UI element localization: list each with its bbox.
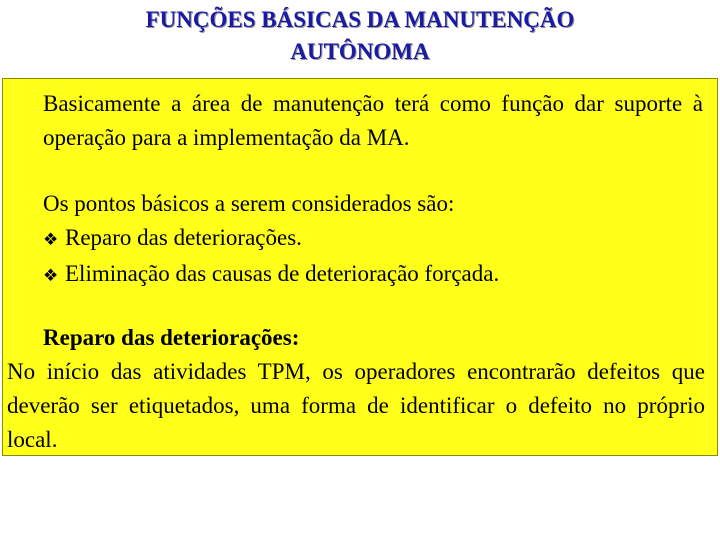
section-body: No início das atividades TPM, os operadores encontrarão defeitos que deverão ser etiquetados, uma forma de identificar o defeito no próprio local. <box>7 359 705 452</box>
content-box <box>2 78 718 456</box>
slide-title <box>0 4 720 68</box>
section-heading: Reparo das deteriorações: <box>43 325 300 350</box>
list-item <box>43 221 499 257</box>
list-item <box>43 257 499 293</box>
intro-paragraph: Basicamente a área de manutenção terá como função dar suporte à operação para a implementação da MA. <box>43 91 703 150</box>
bullet-text: Reparo das deteriorações. <box>65 225 302 250</box>
bullet-list <box>43 221 499 293</box>
diamond-bullet-icon: ❖ <box>43 266 59 285</box>
points-heading: Os pontos básicos a serem considerados são: <box>43 191 455 216</box>
bullet-text: Eliminação das causas de deterioração forçada. <box>65 261 500 286</box>
title-line-2: AUTÔNOMA <box>290 39 430 64</box>
title-line-1: FUNÇÕES BÁSICAS DA MANUTENÇÃO <box>145 7 575 32</box>
diamond-bullet-icon: ❖ <box>43 230 59 249</box>
